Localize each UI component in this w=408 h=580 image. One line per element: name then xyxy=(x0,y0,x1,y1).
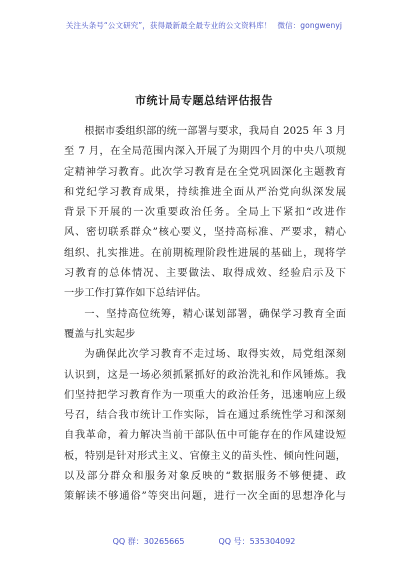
footer-contact xyxy=(0,536,408,547)
qq-group: QQ 群：30265665 xyxy=(112,537,185,546)
paragraph-line: 至 7 月，在全局范围内深入开展了为期四个月的中央八项规 xyxy=(64,146,346,158)
paragraph-line: 组织、扎实推进。在前期梳理阶段性进展的基础上，现将学 xyxy=(64,247,346,259)
document-body xyxy=(64,122,346,508)
wechat-id: 微信：gongwenyj xyxy=(277,21,343,30)
paragraph-line: 们坚持把学习教育作为一项重大的政治任务，迅速响应上级 xyxy=(64,389,346,401)
document-title: 市统计局专题总结评估报告 xyxy=(135,94,273,107)
paragraph-line: 为确保此次学习教育不走过场、取得实效，局党组深刻 xyxy=(84,349,346,361)
promo-text: 关注头条号“公文研究”，获得最新最全最专业的公文资料库！ xyxy=(65,21,272,30)
paragraph-line: 一步工作打算作如下总结评估。 xyxy=(64,288,207,300)
paragraph-line: 定精神学习教育。此次学习教育是在全党巩固深化主题教育 xyxy=(64,166,346,178)
paragraph-line: 号召，结合我市统计工作实际，旨在通过系统性学习和深刻 xyxy=(64,410,346,422)
paragraph-line: 习教育的总体情况、主要做法、取得成效、经验启示及下 xyxy=(64,268,346,280)
paragraph-line: 风、密切联系群众”核心要义，坚持高标准、严要求，精心 xyxy=(64,227,346,239)
paragraph-line: 策解读不够通俗”等突出问题，进行一次全面的思想净化与 xyxy=(64,491,346,503)
paragraph-line: 和党纪学习教育成果，持续推进全面从严治党向纵深发展 xyxy=(64,186,346,198)
paragraph-line: 板，特别是针对形式主义、官僚主义的苗头性、倾向性问题， xyxy=(64,450,346,462)
paragraph-line: 根据市委组织部的统一部署与要求，我局自 2025 年 3 月 xyxy=(84,126,346,137)
paragraph-line: 以及部分群众和服务对象反映的“数据服务不够便捷、政 xyxy=(64,471,346,483)
paragraph-line: 认识到，这是一场必须抓紧抓好的政治洗礼和作风锤炼。我 xyxy=(64,369,346,381)
section-heading-line: 一、坚持高位统筹，精心谋划部署，确保学习教育全面 xyxy=(84,308,346,320)
paragraph-line: 背景下开展的一次重要政治任务。全局上下紧扣“改进作 xyxy=(64,207,346,219)
header-banner xyxy=(0,20,408,31)
qq-number: QQ 号：535304092 xyxy=(218,537,296,546)
paragraph-line: 自我革命，着力解决当前干部队伍中可能存在的作风建设短 xyxy=(64,430,346,442)
section-heading-line: 覆盖与扎实起步 xyxy=(64,328,136,340)
